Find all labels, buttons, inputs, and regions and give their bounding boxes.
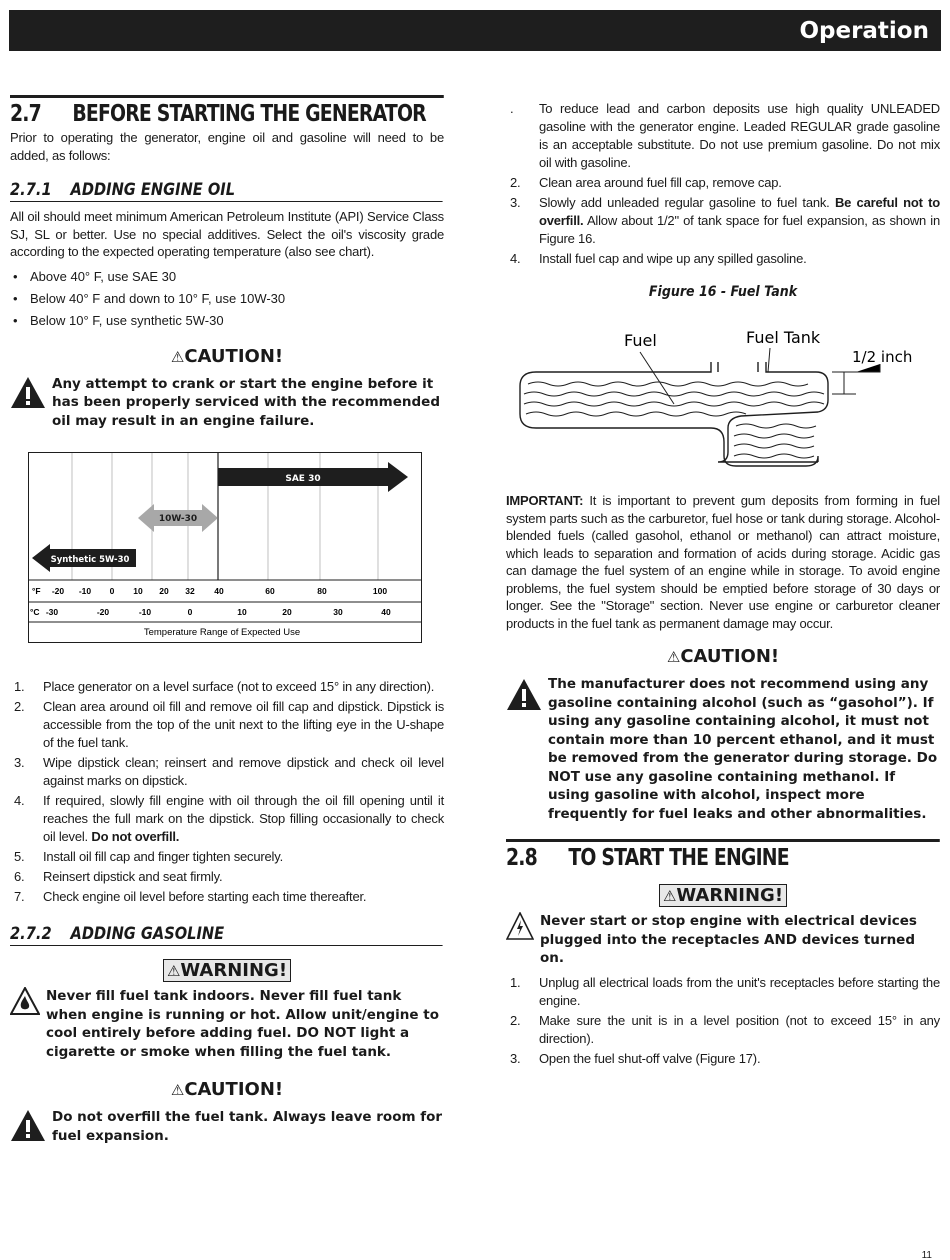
- section-number: 2.7: [10, 101, 41, 127]
- list-item: 3. Slowly add unleaded regular gasoline to fuel tank. Be careful not to overfill. Allow about 1/2" of tank space for fuel expansion, as shown in Figure 16.: [510, 195, 941, 246]
- celsius-unit: °C: [30, 607, 40, 617]
- fuel-waves: [524, 382, 824, 458]
- gas-steps-list: [506, 100, 940, 268]
- fuel-tank-figure: [506, 306, 940, 476]
- section-title: TO START THE ENGINE: [568, 845, 789, 871]
- caution-alcohol-text: The manufacturer does not recommend using any gasoline containing alcohol (such as “gasohol”). If using any gasoline containing alcohol, it must not contain more than 10 percent ethanol, and it must be removed from the generator during storage. Do NOT use any gasoline containing methanol. If using gasoline with alcohol, inspect more frequently for fuel leaks and other abnormalities.: [548, 676, 938, 822]
- fuel-leader: [640, 352, 674, 404]
- tank-outline-lower: [520, 372, 818, 466]
- f-tick: 80: [317, 586, 327, 596]
- sae30-label: SAE 30: [285, 474, 321, 484]
- warning-badge: ⚠WARNING!: [506, 885, 940, 906]
- caution-oil-message: [10, 375, 444, 431]
- warning-fuel-text: Never fill fuel tank indoors. Never fill fuel tank when engine is running or hot. Allow unit/engine to cool entirely before adding fuel. DO NOT light a cigarette or smoke when filling the fuel tank.: [46, 988, 439, 1060]
- list-item: 3. Open the fuel shut-off valve (Figure 17).: [510, 1050, 761, 1066]
- f-tick: 20: [159, 586, 169, 596]
- c-tick: -10: [138, 607, 152, 617]
- subsection-title: ADDING ENGINE OIL: [70, 180, 236, 200]
- warning-electrical-text: Never start or stop engine with electrical devices plugged into the receptacles AND devices turned on.: [540, 913, 917, 966]
- important-note: IMPORTANT: It is important to prevent gum deposits from forming in fuel system parts such as the carburetor, fuel hose or tank during storage. Alcohol-blended fuels (called gasohol, ethanol or methanol) can attract moisture, which leads to separation and formation of acids during storage. Acidic gas can damage the fuel system of an engine while in storage. To avoid engine problems, the fuel system should be emptied before storage of 30 days or longer. See the "Storage" section. Never use engine or carburetor cleaner products in the fuel tank as permanent damage may occur.: [506, 493, 940, 631]
- list-item: . To reduce lead and carbon deposits use high quality UNLEADED gasoline with the generator engine. Leaded REGULAR grade gasoline is an acceptable substitute. Do not use premium gasoline. Do not mix oil with gasoline.: [510, 101, 940, 170]
- list-item: 4. If required, slowly fill engine with oil through the oil fill opening until it reaches the full mark on the dipstick. Stop filling occasionally to check oil level. Do not overfill.: [14, 793, 444, 844]
- exclamation-triangle-icon: [10, 375, 46, 409]
- tank-leader: [768, 348, 770, 372]
- list-item: • Above 40° F, use SAE 30: [10, 266, 444, 288]
- exclamation-triangle-icon: [10, 1108, 46, 1142]
- list-item: 4. Install fuel cap and wipe up any spilled gasoline.: [510, 251, 807, 266]
- c-tick: 10: [237, 607, 247, 617]
- left-column: [10, 95, 444, 1145]
- f-tick: 40: [214, 586, 224, 596]
- half-inch-marker: [832, 364, 880, 394]
- c-tick: 30: [333, 607, 343, 617]
- section-2-7-heading: [10, 95, 444, 127]
- c-tick: -20: [96, 607, 110, 617]
- figure-16-caption: Figure 16 - Fuel Tank: [648, 284, 798, 300]
- electrical-hazard-icon: [506, 912, 534, 940]
- fuel-tank-label: Fuel Tank: [746, 328, 821, 347]
- synthetic-label: Synthetic 5W-30: [50, 555, 130, 565]
- list-item: 1. Unplug all electrical loads from the unit's receptacles before starting the engine.: [510, 974, 940, 1008]
- list-item: 2. Make sure the unit is in a level position (not to exceed 15° in any direction).: [510, 1012, 940, 1046]
- half-inch-label: 1/2 inch: [852, 348, 913, 366]
- warning-triangle-icon: ⚠: [666, 648, 681, 666]
- fuel-label: Fuel: [624, 331, 657, 350]
- 10w30-label: 10W-30: [158, 514, 198, 524]
- warning-triangle-icon: ⚠: [170, 1081, 185, 1099]
- f-tick: 100: [372, 586, 388, 596]
- list-item: • Below 10° F, use synthetic 5W-30: [10, 310, 444, 332]
- section-number: 2.8: [506, 845, 537, 871]
- page-number: 11: [921, 1250, 932, 1260]
- f-tick: -20: [51, 586, 65, 596]
- oil-viscosity-chart: [28, 452, 428, 648]
- warning-badge: ⚠WARNING!: [10, 960, 444, 981]
- warning-triangle-icon: ⚠: [170, 347, 185, 366]
- chart-caption: Temperature Range of Expected Use: [143, 627, 301, 638]
- caution-badge: ⚠CAUTION!: [170, 345, 284, 367]
- section-title: BEFORE STARTING THE GENERATOR: [72, 101, 426, 127]
- list-item: 6. Reinsert dipstick and seat firmly.: [14, 869, 223, 884]
- header-bar: [9, 10, 941, 51]
- f-tick: 10: [133, 586, 143, 596]
- caution-oil-text: Any attempt to crank or start the engine before it has been properly serviced with the recommended oil may result in an engine failure.: [52, 375, 440, 429]
- f-tick: -10: [78, 586, 92, 596]
- section-2-8-heading: [506, 839, 940, 871]
- subsection-title: ADDING GASOLINE: [70, 924, 225, 944]
- warning-triangle-icon: ⚠: [166, 962, 181, 980]
- start-steps-list: [506, 974, 940, 1068]
- c-tick: 0: [187, 607, 193, 617]
- caution-alcohol-message: [506, 675, 940, 823]
- f-tick: 0: [109, 586, 115, 596]
- caution-badge: ⚠CAUTION!: [170, 1079, 284, 1100]
- caution-overfill-message: [10, 1108, 444, 1145]
- warning-fuel-message: [10, 987, 444, 1061]
- f-tick: 60: [265, 586, 275, 596]
- section-2-7-intro: Prior to operating the generator, engine oil and gasoline will need to be added, as follows:: [10, 130, 444, 163]
- oil-requirements: All oil should meet minimum American Petroleum Institute (API) Service Class SJ, SL or better. Use no special additives. Select the oil's viscosity grade according to the expected operating temperature (also see chart).: [10, 209, 444, 259]
- subsection-number: 2.7.1: [10, 180, 52, 200]
- c-tick: 20: [282, 607, 292, 617]
- oil-steps-list: [10, 678, 444, 906]
- warning-electrical-message: [506, 912, 940, 968]
- list-item: 5. Install oil fill cap and finger tighten securely.: [14, 849, 283, 864]
- exclamation-triangle-icon: [506, 677, 542, 711]
- fahrenheit-unit: °F: [32, 586, 41, 596]
- c-tick: -30: [45, 607, 59, 617]
- section-2-7-1-heading: [10, 180, 443, 202]
- warning-triangle-icon: ⚠: [662, 887, 677, 905]
- header-title: Operation: [799, 18, 929, 44]
- section-2-7-2-heading: [10, 924, 443, 946]
- fire-hazard-icon: [10, 987, 40, 1015]
- list-item: 2. Clean area around oil fill and remove oil fill cap and dipstick. Dipstick is accessible from the top of the unit next to the lifting eye in the U-shape of the fuel tank.: [14, 699, 444, 750]
- list-item: 1. Place generator on a level surface (not to exceed 15° in any direction).: [14, 679, 435, 694]
- list-item: 2. Clean area around fuel fill cap, remove cap.: [510, 175, 782, 190]
- subsection-number: 2.7.2: [10, 924, 52, 944]
- oil-viscosity-list: [10, 266, 444, 332]
- f-tick: 32: [185, 586, 195, 596]
- list-item: 3. Wipe dipstick clean; reinsert and remove dipstick and check oil level against marks on dipstick.: [14, 755, 444, 788]
- caution-badge: ⚠CAUTION!: [666, 646, 780, 667]
- c-tick: 40: [381, 607, 391, 617]
- caution-overfill-text: Do not overfill the fuel tank. Always leave room for fuel expansion.: [52, 1109, 443, 1144]
- list-item: • Below 40° F and down to 10° F, use 10W-30: [10, 288, 444, 310]
- right-column: [506, 100, 940, 1070]
- list-item: 7. Check engine oil level before starting each time thereafter.: [14, 889, 367, 904]
